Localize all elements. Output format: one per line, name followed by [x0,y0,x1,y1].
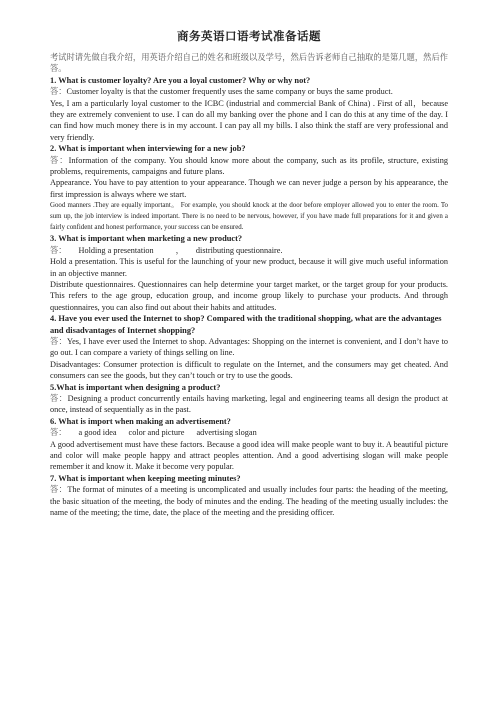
answer-4-a [50,336,448,359]
answer-prefix: 答： [50,485,68,495]
answer-1-b: Yes, I am a particularly loyal customer to the ICBC (industrial and commercial Bank of China) . First of all，because they are extremely convenient to use. I can do all my banking over the phone and I can do this at any time of the day. I can find how much money there is in my account. I can pay all my bills. I also think the staff are very professional and very friendly. [50,98,448,142]
answer-1-a [50,86,448,97]
answer-prefix: 答： [50,155,69,165]
answer-6-part1: a good idea [78,428,117,438]
answer-3-part1: Holding a presentation [78,245,154,255]
answer-4-b: Disadvantages: Consumer protection is difficult to regulate on the Internet, and the consumers may get cheated. And consumers can see the goods, but they can’t touch or try to use the goods. [50,359,448,381]
answer-6-part2: color and picture [128,428,185,438]
page-title: 商务英语口语考试准备话题 [177,29,321,43]
answer-1-a-text: Customer loyalty is that the customer frequently uses the same company or buys the same product. [66,87,393,97]
answer-5-a-text: Designing a product concurrently entails having marketing, legal and engineering teams all design the product at once, instead of sequentially as in the past. [50,393,449,415]
question-2: 2. What is important when interviewing for a new job? [50,144,246,154]
answer-6-b: A good advertisement must have these factors. Because a good idea will make people want to buy it. A beautiful picture and color will make people happy and attract peoples attention. And a good advertising slogan will make people remember it and know it. Make it become very popular. [50,439,448,472]
answer-3-b: Hold a presentation. This is useful for the launching of your new product, because it will give much useful information in an objective manner. [50,257,448,278]
answer-prefix: 答： [50,336,67,346]
answer-2-c: Good manners .They are equally important。 For example, you should knock at the door before employer allowed you to enter the room. To sum up, the job interview is indeed important. There is no need to be nervous, however, if you have made full preparations for it and given a fairly confident and honest performance, your success can be ensured. [50,202,448,232]
answer-6-a [50,427,448,438]
intro-text: 考试时请先做自我介绍，用英语介绍自己的姓名和班级以及学号，然后告诉老师自己抽取的是第几题，然后作答。 [50,53,448,74]
answer-4-a-text: Yes, I have ever used the Internet to shop. Advantages: Shopping on the internet is convenient, and I don’t have to go out. I can compare a variety of things selling on line. [50,336,448,358]
answer-3-part2: distributing questionnaire. [195,245,283,255]
answer-prefix: 答： [50,428,67,438]
answer-6-part3: advertising slogan [196,428,257,438]
answer-prefix: 答： [50,245,67,255]
answer-2-b: Appearance. You have to pay attention to your appearance. Though we can never judge a person by his appearance, the first impression is always where we start. [50,178,448,199]
answer-5-a [50,393,448,416]
question-5: 5.What is important when designing a product? [50,382,221,392]
question-1: 1. What is customer loyalty? Are you a loyal customer? Why or why not? [50,75,311,85]
question-4: 4. Have you ever used the Internet to shop? Compared with the traditional shopping, what are the advantages and disadvantages of Internet shopping? [50,314,442,335]
answer-prefix: 答： [50,87,67,97]
question-6: 6. What is import when making an advertisement? [50,416,231,426]
answer-2-a [50,155,448,178]
answer-prefix: 答： [50,393,68,403]
answer-2-a-text: Information of the company. You should know more about the company, such as its profile, structure, existing problems, requirements, campaigns and future plans. [50,155,448,177]
answer-7-a [50,484,448,518]
answer-3-c: Distribute questionnaires. Questionnaires can help determine your target market, or the target group for your products. This refers to the age group, education group, and income group likely to purchase your products. And through questionnaires, you can also find out about their habits and attitudes. [50,279,448,312]
answer-7-a-text: The format of minutes of a meeting is uncomplicated and usually includes four parts: the heading of the meeting, the basic situation of the meeting, the body of minutes and the ending. The heading of the meeting usually includes: the name of the meeting; the time, date, the place of the meeting and the presiding officer. [50,485,448,518]
answer-3-sep: ， [175,245,184,255]
question-7: 7. What is important when keeping meeting minutes? [50,473,241,483]
question-3: 3. What is important when marketing a new product? [50,234,243,244]
answer-3-a [50,245,448,256]
